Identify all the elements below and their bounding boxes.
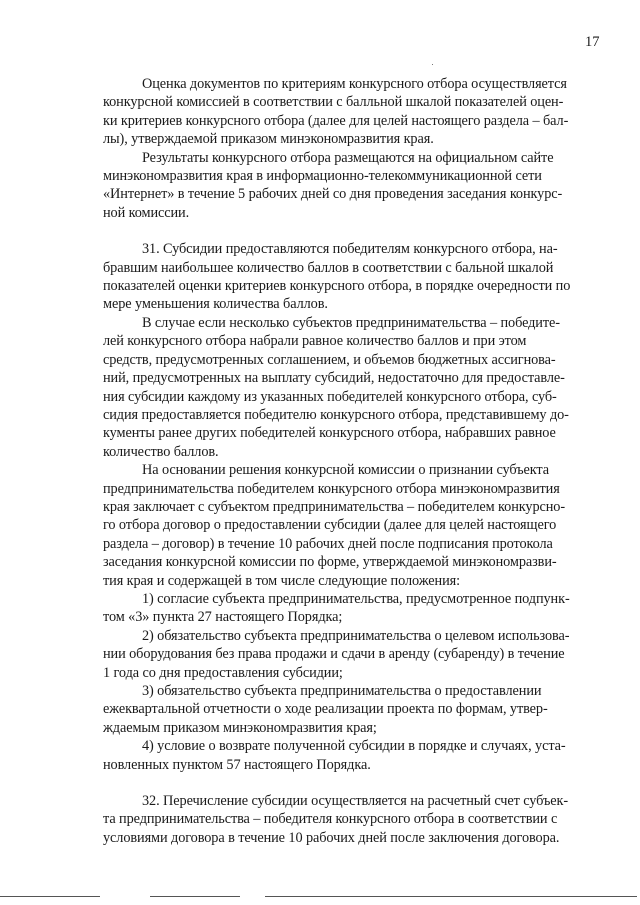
text-line: заседания конкурсной комиссии по форме, утверждаемой минэкономразви-: [103, 554, 557, 571]
text-line: нии оборудования без права продажи и сдачи в аренду (субаренду) в течение: [103, 646, 565, 663]
text-line: раздела – договор) в течение 10 рабочих дней после подписания протокола: [103, 535, 553, 552]
scan-artifact: [432, 64, 433, 65]
text-line: ний, предусмотренных на выплату субсидий, недостаточно для предоставле-: [103, 370, 565, 387]
text-line: конкурсной комиссией в соответствии с балльной шкалой показателей оцен-: [103, 94, 564, 111]
text-line: В случае если несколько субъектов предпринимательства – победите-: [142, 314, 560, 331]
text-line: тия края и содержащей в том числе следующие положения:: [103, 572, 460, 589]
bottom-rule-left: [0, 896, 100, 897]
text-line: лы), утверждаемой приказом минэкономразвития края.: [103, 131, 434, 148]
text-line: ежеквартальной отчетности о ходе реализации проекта по формам, утвер-: [103, 701, 548, 718]
bottom-rule-mid: [150, 896, 240, 897]
paragraph-gap: [103, 222, 608, 240]
page-number: 17: [585, 34, 600, 50]
text-line: средств, предусмотренных соглашением, и объемов бюджетных ассигнова-: [103, 351, 556, 368]
text-line: мере уменьшения количества баллов.: [103, 296, 328, 313]
text-line: 1 года со дня предоставления субсидии;: [103, 664, 343, 681]
text-line: бравшим наибольшее количество баллов в соответствии с бальной шкалой: [103, 259, 554, 276]
text-line: 1) согласие субъекта предпринимательства, предусмотренное подпунк-: [142, 590, 570, 607]
bottom-rule-right: [265, 896, 637, 897]
text-line: минэкономразвития края в информационно-телекоммуникационной сети: [103, 168, 542, 185]
text-line: «Интернет» в течение 5 рабочих дней со дня проведения заседания конкурс-: [103, 186, 563, 203]
text-line: сидия предоставляется победителю конкурсного отбора, представившему до-: [103, 406, 569, 423]
text-line: На основании решения конкурсной комиссии о признании субъекта: [142, 462, 549, 479]
text-line: 3) обязательство субъекта предпринимательства о предоставлении: [142, 683, 542, 699]
text-line: том «3» пункта 27 настоящего Порядка;: [103, 609, 343, 626]
text-line: лей конкурсного отбора набрали равное количество баллов и при этом: [103, 333, 527, 350]
text-line: та предпринимательства – победителя конкурсного отбора в соответствии с: [103, 811, 558, 828]
text-line: показателей оценки критериев конкурсного отбора, в порядке очередности по: [103, 278, 571, 295]
text-line: ждаемым приказом минэкономразвития края;: [103, 719, 377, 736]
text-line: ной комиссии.: [103, 204, 190, 221]
text-line: края заключает с субъектом предпринимательства – победителем конкурсно-: [103, 498, 565, 515]
text-line: 32. Перечисление субсидии осуществляется на расчетный счет субъек-: [142, 793, 569, 810]
text-line: кументы ранее других победителей конкурсного отбора, набравших равное: [103, 425, 556, 442]
document-body: [103, 75, 608, 847]
text-line: 31. Субсидии предоставляются победителям конкурсного отбора, на-: [142, 241, 558, 258]
text-line: ния субсидии каждому из указанных победителей конкурсного отбора, суб-: [103, 388, 557, 405]
text-line: Оценка документов по критериям конкурсного отбора осуществляется: [142, 76, 567, 92]
text-line: количество баллов.: [103, 443, 219, 460]
text-line: условиями договора в течение 10 рабочих дней после заключения договора.: [103, 829, 560, 846]
text-line: 2) обязательство субъекта предпринимательства о целевом использова-: [142, 627, 570, 644]
text-line: ки критериев конкурсного отбора (далее для целей настоящего раздела – бал-: [103, 112, 569, 129]
paragraph-gap: [103, 774, 608, 792]
text-line: го отбора договор о предоставлении субсидии (далее для целей настоящего: [103, 517, 557, 534]
text-line: предпринимательства победителем конкурсного отбора минэкономразвития: [103, 480, 560, 497]
text-line: новленных пунктом 57 настоящего Порядка.: [103, 756, 371, 773]
text-line: 4) условие о возврате полученной субсидии в порядке и случаях, уста-: [142, 738, 566, 755]
text-line: Результаты конкурсного отбора размещаются на официальном сайте: [142, 149, 554, 166]
